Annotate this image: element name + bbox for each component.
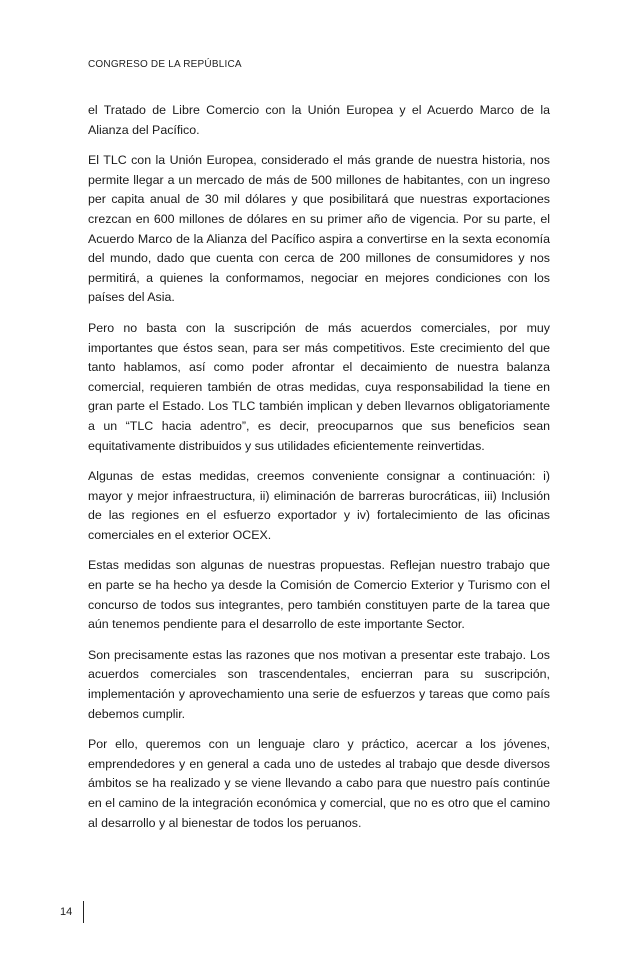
paragraph-4: Algunas de estas medidas, creemos conveniente consignar a continuación: i) mayor y mejor infraestructura, ii) eliminación de barreras burocráticas, iii) Inclusión de las regiones en el esfuerzo exportador y iv) fortalecimiento de las oficinas comerciales en el exterior OCEX. — [88, 469, 550, 542]
folio-divider — [83, 901, 84, 923]
page-number: 14 — [60, 906, 73, 918]
paragraph-5: Estas medidas son algunas de nuestras propuestas. Reflejan nuestro trabajo que en parte se ha hecho ya desde la Comisión de Comercio Exterior y Turismo con el concurso de todos sus integrantes, pero también constituyen parte de la tarea que aún tenemos pendiente para el desarrollo de este importante Sector. — [88, 558, 550, 632]
body-text — [88, 101, 550, 844]
paragraph-6: Son precisamente estas las razones que nos motivan a presentar este trabajo. Los acuerdos comerciales son trascendentales, encierran para su suscripción, implementación y aprovechamiento una serie de esfuerzos y tareas que como país debemos cumplir. — [88, 647, 550, 721]
paragraph-3: Pero no basta con la suscripción de más acuerdos comerciales, por muy importantes que éstos sean, para ser más competitivos. Este crecimiento del que tanto hablamos, así como poder afrontar el decaimiento de nuestra balanza comercial, requieren también de otras medidas, cuya responsabilidad la tiene en gran parte el Estado. Los TLC también implican y deben llevarnos obligatoriamente a un “TLC hacia adentro”, es decir, preocuparnos que sus beneficios sean equitativamente distribuidos y sus utilidades eficientemente reinvertidas. — [88, 320, 550, 453]
paragraph-2: El TLC con la Unión Europea, considerado el más grande de nuestra historia, nos permite llegar a un mercado de más de 500 millones de habitantes, con un ingreso per capita anual de 30 mil dólares y que posibilitará que nuestras exportaciones crezcan en 600 millones de dólares en su primer año de vigencia. Por su parte, el Acuerdo Marco de la Alianza del Pacífico aspira a convertirse en la sexta economía del mundo, dado que cuenta con cerca de 200 millones de consumidores y nos permitirá, a quienes la conformamos, negociar en mejores condiciones con los países del Asia. — [88, 153, 550, 305]
page-folio — [60, 901, 84, 923]
paragraph-1: el Tratado de Libre Comercio con la Unión Europea y el Acuerdo Marco de la Alianza del Pacífico. — [88, 103, 550, 137]
running-header: CONGRESO DE LA REPÚBLICA — [88, 59, 242, 70]
paragraph-7: Por ello, queremos con un lenguaje claro y práctico, acercar a los jóvenes, emprendedores y en general a cada uno de ustedes al trabajo que desde diversos ámbitos se ha realizado y se viene llevando a cabo para que nuestro país continúe en el camino de la integración económica y comercial, que no es otro que el camino al desarrollo y al bienestar de todos los peruanos. — [88, 737, 550, 830]
